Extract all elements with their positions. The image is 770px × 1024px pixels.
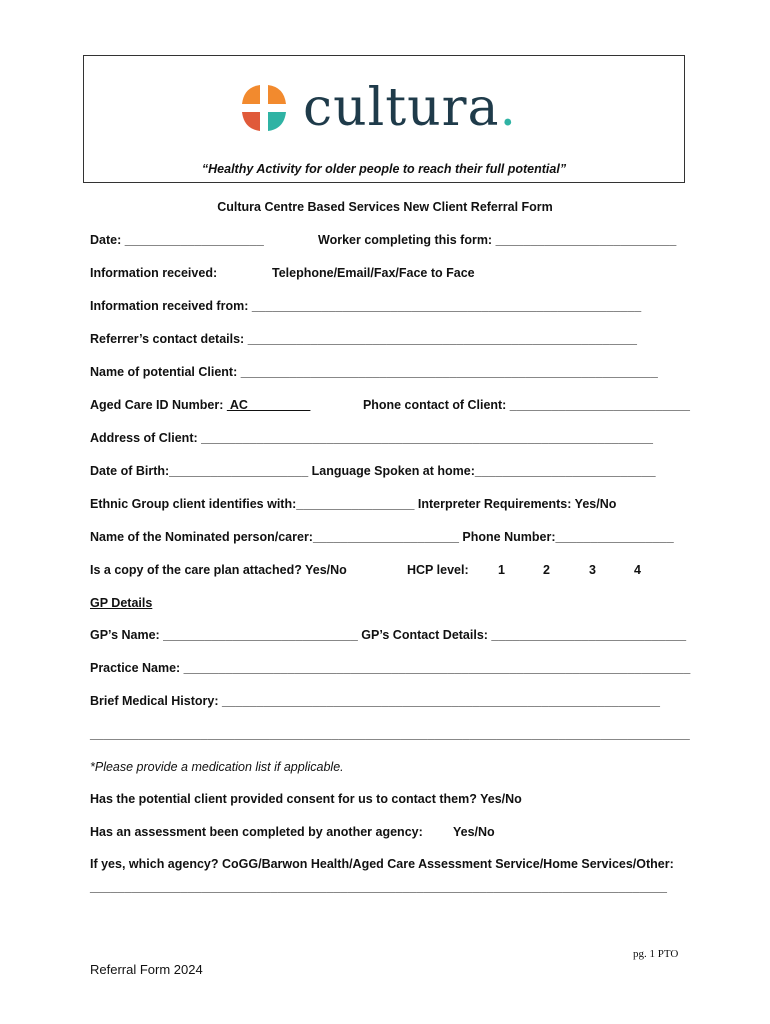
nominated-person-field[interactable]: Name of the Nominated person/carer:_____________________ Phone Number:_________________ [90,530,674,544]
client-name-field[interactable]: Name of potential Client: ____________________________________________________________ [90,365,658,379]
form-title: Cultura Centre Based Services New Client Referral Form [217,200,553,214]
hcp-level-1[interactable]: 1 [498,563,505,577]
referrer-field[interactable]: Referrer’s contact details: ________________________________________________________ [90,332,638,346]
hcp-level-3[interactable]: 3 [589,563,596,577]
care-plan-question[interactable]: Is a copy of the care plan attached? Yes/No [90,563,347,577]
aged-care-id-value[interactable]: AC [226,398,311,412]
aged-care-id-field[interactable] [90,398,310,412]
info-received-label: Information received: [90,266,218,280]
date-field[interactable]: Date: ____________________ [90,233,264,247]
header-box [83,55,685,183]
cultura-plus-icon [239,83,289,133]
agency-question[interactable]: If yes, which agency? CoGG/Barwon Health/Aged Care Assessment Service/Home Services/Other: [90,857,674,871]
practice-name-field[interactable]: Practice Name: _________________________________________________________________________ [90,661,691,675]
logo-wordmark: cultura. [303,78,518,138]
aged-care-id-label: Aged Care ID Number: [90,398,227,412]
medical-history-field[interactable]: Brief Medical History: _______________________________________________________________ [90,694,660,708]
ethnic-interpreter-field[interactable]: Ethnic Group client identifies with:_________________ Interpreter Requirements: Yes/No [90,497,617,511]
document-name: Referral Form 2024 [90,962,203,977]
dob-language-field[interactable]: Date of Birth:____________________ Language Spoken at home:__________________________ [90,464,656,478]
medical-history-line[interactable]: _______________________________________________________________________________________ [90,727,690,741]
consent-question[interactable]: Has the potential client provided consent for us to contact them? Yes/No [90,792,522,806]
hcp-level-2[interactable]: 2 [543,563,550,577]
medication-note: *Please provide a medication list if applicable. [90,760,344,774]
assessment-question: Has an assessment been completed by another agency: [90,825,423,839]
address-field[interactable]: Address of Client: _________________________________________________________________ [90,431,653,445]
assessment-answer[interactable]: Yes/No [453,825,495,839]
hcp-label: HCP level: [407,563,469,577]
agency-line[interactable]: ___________________________________________________________________________________ [90,880,668,894]
hcp-level-4[interactable]: 4 [634,563,641,577]
gp-name-field[interactable]: GP’s Name: ____________________________ GP’s Contact Details: ____________________________ [90,628,687,642]
tagline: “Healthy Activity for older people to reach their full potential” [201,162,567,176]
cultura-logo [239,78,517,138]
info-from-field[interactable]: Information received from: ________________________________________________________ [90,299,642,313]
gp-details-heading: GP Details [90,596,153,610]
info-received-value: Telephone/Email/Fax/Face to Face [272,266,475,280]
phone-client-field[interactable]: Phone contact of Client: __________________________ [363,398,690,412]
worker-field[interactable]: Worker completing this form: __________________________ [318,233,677,247]
page-number: pg. 1 PTO [633,948,679,960]
